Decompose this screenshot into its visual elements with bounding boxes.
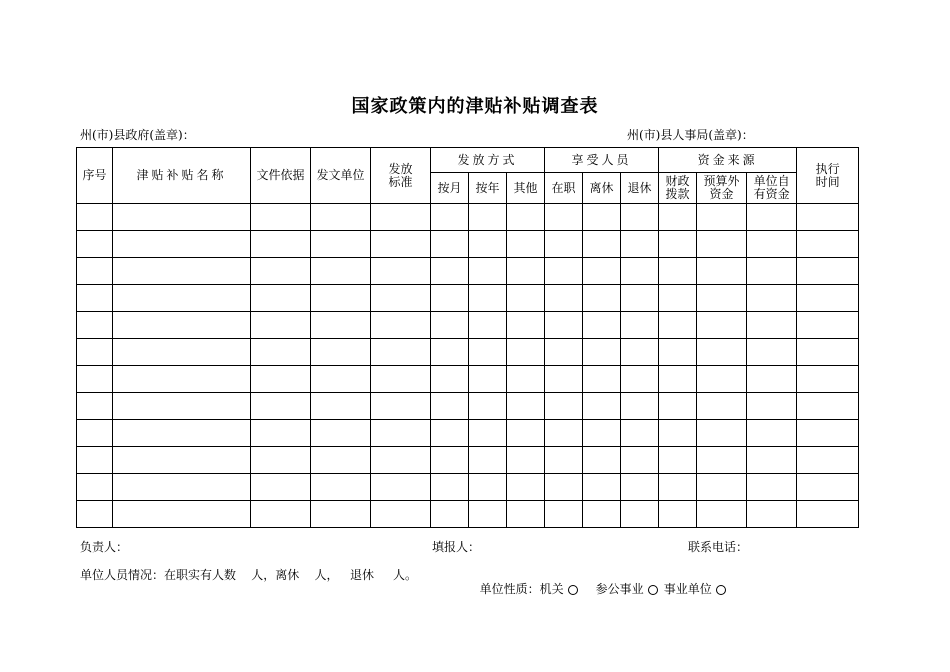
table-cell[interactable]: [371, 204, 431, 231]
table-cell[interactable]: [545, 285, 583, 312]
table-cell[interactable]: [77, 204, 113, 231]
table-cell[interactable]: [621, 366, 659, 393]
table-cell[interactable]: [697, 312, 747, 339]
table-cell[interactable]: [621, 339, 659, 366]
table-cell[interactable]: [431, 312, 469, 339]
table-cell[interactable]: [469, 285, 507, 312]
option-institution-radio[interactable]: [716, 585, 726, 595]
table-row: [77, 447, 859, 474]
table-cell[interactable]: [469, 204, 507, 231]
table-cell[interactable]: [371, 312, 431, 339]
table-cell[interactable]: [797, 204, 859, 231]
table-cell[interactable]: [747, 447, 797, 474]
table-cell[interactable]: [251, 447, 311, 474]
table-cell[interactable]: [371, 393, 431, 420]
table-cell[interactable]: [507, 474, 545, 501]
personnel-bureau-stamp-label: 州(市)县人事局(盖章)：: [627, 128, 754, 142]
option-civil-ref-radio[interactable]: [648, 585, 658, 595]
table-cell[interactable]: [797, 501, 859, 528]
table-cell[interactable]: [371, 501, 431, 528]
table-cell[interactable]: [113, 204, 251, 231]
table-cell[interactable]: [251, 501, 311, 528]
table-cell[interactable]: [583, 312, 621, 339]
table-cell[interactable]: [797, 231, 859, 258]
table-cell[interactable]: [697, 285, 747, 312]
table-cell[interactable]: [621, 474, 659, 501]
unit-nature-group: [472, 566, 726, 597]
table-cell[interactable]: [77, 501, 113, 528]
table-cell[interactable]: [583, 339, 621, 366]
table-cell[interactable]: [747, 474, 797, 501]
table-cell[interactable]: [469, 258, 507, 285]
header-execution-time: 执行 时间: [797, 148, 859, 204]
table-cell[interactable]: [371, 285, 431, 312]
option-civil-ref-label: 参公事业: [595, 582, 644, 596]
table-cell[interactable]: [251, 474, 311, 501]
subheader-retired-li: 离休: [583, 173, 621, 204]
table-cell[interactable]: [469, 393, 507, 420]
table-cell[interactable]: [311, 339, 371, 366]
form-title: 国家政策内的津贴补贴调查表: [351, 96, 599, 117]
subheader-yearly: 按年: [469, 173, 507, 204]
table-cell[interactable]: [583, 393, 621, 420]
table-cell[interactable]: [311, 285, 371, 312]
table-cell[interactable]: [583, 258, 621, 285]
table-cell[interactable]: [747, 258, 797, 285]
table-cell[interactable]: [697, 501, 747, 528]
option-institution-label: 事业单位: [663, 582, 712, 596]
table-cell[interactable]: [251, 231, 311, 258]
header-payment-standard: 发放 标准: [371, 148, 431, 204]
table-cell[interactable]: [545, 312, 583, 339]
header-document-basis: 文件依据: [251, 148, 311, 204]
table-cell[interactable]: [113, 285, 251, 312]
table-cell[interactable]: [311, 231, 371, 258]
table-cell[interactable]: [797, 420, 859, 447]
table-cell[interactable]: [371, 339, 431, 366]
table-cell[interactable]: [621, 258, 659, 285]
table-cell[interactable]: [747, 312, 797, 339]
table-cell[interactable]: [77, 366, 113, 393]
table-cell[interactable]: [77, 258, 113, 285]
table-cell[interactable]: [469, 447, 507, 474]
table-cell[interactable]: [747, 231, 797, 258]
header-seq: 序号: [77, 148, 113, 204]
table-cell[interactable]: [113, 420, 251, 447]
table-cell[interactable]: [311, 312, 371, 339]
table-cell[interactable]: [251, 285, 311, 312]
table-cell[interactable]: [545, 339, 583, 366]
unit-nature-label: 单位性质：: [479, 582, 540, 596]
table-cell[interactable]: [431, 339, 469, 366]
table-cell[interactable]: [251, 393, 311, 420]
table-cell[interactable]: [621, 447, 659, 474]
table-cell[interactable]: [431, 285, 469, 312]
table-cell[interactable]: [545, 231, 583, 258]
table-cell[interactable]: [659, 312, 697, 339]
table-row: [77, 312, 859, 339]
option-organ-label: 机关: [539, 582, 564, 596]
table-row: [77, 501, 859, 528]
table-cell[interactable]: [507, 366, 545, 393]
table-cell[interactable]: [77, 393, 113, 420]
table-row: [77, 285, 859, 312]
table-cell[interactable]: [77, 285, 113, 312]
table-body: [77, 204, 859, 528]
table-cell[interactable]: [583, 501, 621, 528]
subheader-other: 其他: [507, 173, 545, 204]
table-cell[interactable]: [621, 501, 659, 528]
staff-situation-text: 单位人员情况：在职实有人数 人，离休 人， 退休 人。: [80, 568, 418, 582]
table-cell[interactable]: [621, 231, 659, 258]
table-cell[interactable]: [431, 420, 469, 447]
table-cell[interactable]: [659, 420, 697, 447]
table-cell[interactable]: [431, 258, 469, 285]
subheader-self-owned-funds: 单位自 有资金: [747, 173, 797, 204]
table-cell[interactable]: [507, 231, 545, 258]
table-cell[interactable]: [659, 447, 697, 474]
table-cell[interactable]: [583, 420, 621, 447]
table-cell[interactable]: [747, 501, 797, 528]
table-cell[interactable]: [311, 474, 371, 501]
county-government-stamp-label: 州(市)县政府(盖章)：: [80, 128, 195, 142]
table-cell[interactable]: [251, 258, 311, 285]
table-cell[interactable]: [697, 366, 747, 393]
table-cell[interactable]: [545, 366, 583, 393]
table-cell[interactable]: [659, 474, 697, 501]
table-cell[interactable]: [371, 447, 431, 474]
table-cell[interactable]: [251, 339, 311, 366]
table-cell[interactable]: [507, 285, 545, 312]
table-cell[interactable]: [797, 366, 859, 393]
table-cell[interactable]: [507, 393, 545, 420]
table-cell[interactable]: [797, 474, 859, 501]
table-cell[interactable]: [113, 474, 251, 501]
table-row: [77, 258, 859, 285]
table-cell[interactable]: [659, 258, 697, 285]
table-cell[interactable]: [113, 312, 251, 339]
table-cell[interactable]: [659, 393, 697, 420]
table-cell[interactable]: [371, 258, 431, 285]
table-cell[interactable]: [113, 231, 251, 258]
table-cell[interactable]: [77, 231, 113, 258]
table-cell[interactable]: [113, 393, 251, 420]
table-cell[interactable]: [507, 420, 545, 447]
table-cell[interactable]: [469, 420, 507, 447]
table-cell[interactable]: [371, 366, 431, 393]
table-cell[interactable]: [659, 339, 697, 366]
table-cell[interactable]: [311, 204, 371, 231]
table-cell[interactable]: [507, 339, 545, 366]
table-cell[interactable]: [697, 393, 747, 420]
filler-label: 填报人：: [432, 540, 481, 554]
table-cell[interactable]: [311, 393, 371, 420]
table-cell[interactable]: [469, 474, 507, 501]
table-cell[interactable]: [507, 501, 545, 528]
table-cell[interactable]: [113, 366, 251, 393]
table-cell[interactable]: [797, 258, 859, 285]
table-cell[interactable]: [431, 447, 469, 474]
table-cell[interactable]: [469, 366, 507, 393]
table-cell[interactable]: [583, 231, 621, 258]
table-cell[interactable]: [747, 393, 797, 420]
header-recipients: 享受人员: [545, 148, 659, 173]
table-cell[interactable]: [113, 339, 251, 366]
option-organ-radio[interactable]: [568, 585, 578, 595]
table-row: [77, 339, 859, 366]
table-cell[interactable]: [583, 447, 621, 474]
table-cell[interactable]: [545, 258, 583, 285]
table-cell[interactable]: [113, 258, 251, 285]
table-cell[interactable]: [747, 339, 797, 366]
table-cell[interactable]: [507, 447, 545, 474]
table-cell[interactable]: [583, 474, 621, 501]
table-cell[interactable]: [113, 501, 251, 528]
subheader-active-staff: 在职: [545, 173, 583, 204]
subheader-retired-tui: 退休: [621, 173, 659, 204]
table-cell[interactable]: [311, 501, 371, 528]
table-cell[interactable]: [797, 339, 859, 366]
table-cell[interactable]: [659, 285, 697, 312]
table-row: [77, 366, 859, 393]
table-cell[interactable]: [431, 474, 469, 501]
table-cell[interactable]: [251, 312, 311, 339]
table-cell[interactable]: [747, 204, 797, 231]
table-cell[interactable]: [621, 312, 659, 339]
table-cell[interactable]: [311, 366, 371, 393]
table-cell[interactable]: [583, 204, 621, 231]
allowance-survey-table: [76, 147, 859, 528]
table-cell[interactable]: [251, 204, 311, 231]
subheader-finance-allocation: 财政 拨款: [659, 173, 697, 204]
table-cell[interactable]: [621, 285, 659, 312]
table-cell[interactable]: [77, 420, 113, 447]
table-cell[interactable]: [659, 501, 697, 528]
table-cell[interactable]: [311, 258, 371, 285]
table-cell[interactable]: [77, 447, 113, 474]
subheader-monthly: 按月: [431, 173, 469, 204]
table-cell[interactable]: [469, 231, 507, 258]
subheader-extra-budget-funds: 预算外 资金: [697, 173, 747, 204]
contact-phone-label: 联系电话：: [688, 540, 749, 554]
table-cell[interactable]: [311, 420, 371, 447]
table-cell[interactable]: [747, 366, 797, 393]
table-cell[interactable]: [113, 447, 251, 474]
table-row: [77, 474, 859, 501]
table-cell[interactable]: [431, 393, 469, 420]
table-row: [77, 231, 859, 258]
table-cell[interactable]: [431, 204, 469, 231]
table-cell[interactable]: [431, 366, 469, 393]
table-cell[interactable]: [697, 447, 747, 474]
table-cell[interactable]: [621, 420, 659, 447]
table-cell[interactable]: [659, 366, 697, 393]
table-cell[interactable]: [797, 447, 859, 474]
table-cell[interactable]: [659, 204, 697, 231]
header-payment-method: 发放方式: [431, 148, 545, 173]
table-cell[interactable]: [77, 339, 113, 366]
table-cell[interactable]: [797, 393, 859, 420]
table-cell[interactable]: [545, 393, 583, 420]
table-cell[interactable]: [697, 231, 747, 258]
table-cell[interactable]: [659, 231, 697, 258]
table-cell[interactable]: [797, 285, 859, 312]
header-issuing-unit: 发文单位: [311, 148, 371, 204]
table-cell[interactable]: [697, 258, 747, 285]
table-row: [77, 420, 859, 447]
table-cell[interactable]: [621, 393, 659, 420]
table-cell[interactable]: [545, 204, 583, 231]
header-funding-source: 资金来源: [659, 148, 797, 173]
table-row: [77, 204, 859, 231]
table-cell[interactable]: [469, 501, 507, 528]
table-cell[interactable]: [507, 204, 545, 231]
table-cell[interactable]: [697, 474, 747, 501]
table-cell[interactable]: [697, 339, 747, 366]
table-cell[interactable]: [621, 204, 659, 231]
table-cell[interactable]: [697, 420, 747, 447]
table-cell[interactable]: [545, 447, 583, 474]
responsible-person-label: 负责人：: [80, 540, 129, 554]
table-cell[interactable]: [431, 501, 469, 528]
table-cell[interactable]: [507, 312, 545, 339]
table-cell[interactable]: [371, 474, 431, 501]
table-cell[interactable]: [251, 366, 311, 393]
table-cell[interactable]: [251, 420, 311, 447]
table-cell[interactable]: [545, 501, 583, 528]
table-cell[interactable]: [747, 420, 797, 447]
table-cell[interactable]: [545, 420, 583, 447]
table-cell[interactable]: [747, 285, 797, 312]
table-cell[interactable]: [469, 339, 507, 366]
table-cell[interactable]: [371, 231, 431, 258]
table-cell[interactable]: [431, 231, 469, 258]
table-cell[interactable]: [371, 420, 431, 447]
table-cell[interactable]: [77, 312, 113, 339]
table-cell[interactable]: [583, 366, 621, 393]
table-row: [77, 393, 859, 420]
table-cell[interactable]: [469, 312, 507, 339]
header-allowance-name: 津贴补贴名称: [113, 148, 251, 204]
table-cell[interactable]: [545, 474, 583, 501]
table-cell[interactable]: [77, 474, 113, 501]
table-cell[interactable]: [507, 258, 545, 285]
table-cell[interactable]: [311, 447, 371, 474]
table-cell[interactable]: [797, 312, 859, 339]
table-cell[interactable]: [697, 204, 747, 231]
table-cell[interactable]: [583, 285, 621, 312]
